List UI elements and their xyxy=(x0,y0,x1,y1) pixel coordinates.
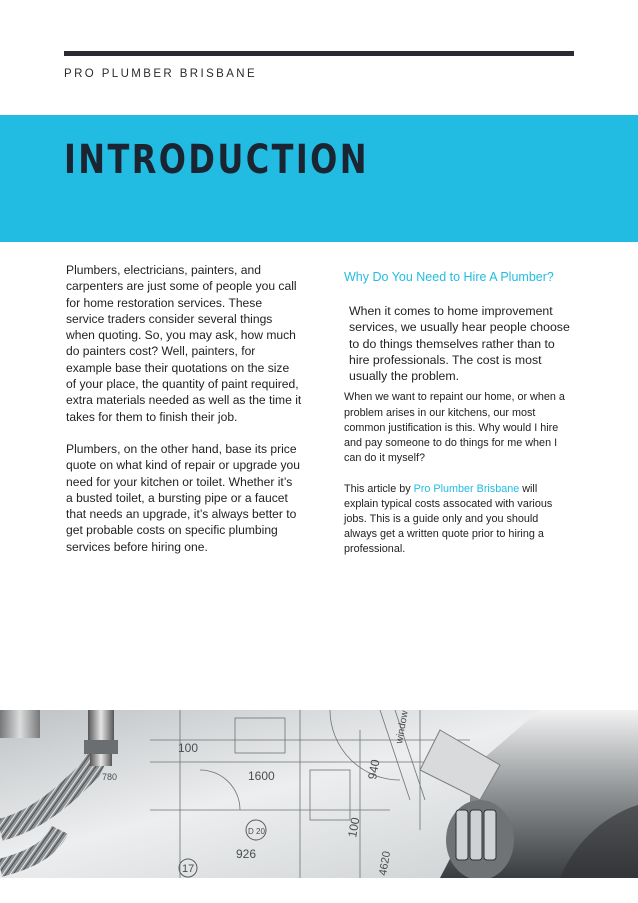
top-rule xyxy=(64,51,574,56)
article-paragraph xyxy=(344,482,569,558)
right-column xyxy=(344,270,594,573)
article-prefix: This article by xyxy=(344,482,414,495)
brand-name: PRO PLUMBER BRISBANE xyxy=(64,68,258,80)
body-paragraph: When we want to repaint our home, or when a problem arises in our kitchens, our most common justification is this. Why would I hire and pay someone to do things for me when I can do it myself? xyxy=(344,391,565,465)
label-4620: 4620 xyxy=(377,850,394,877)
brand-link[interactable]: Pro Plumber Brisbane xyxy=(413,482,520,495)
label-780: 780 xyxy=(102,772,118,782)
label-17: 17 xyxy=(182,863,195,875)
label-window: window xyxy=(394,710,411,745)
article-suffix: will explain typical costs assocated with various jobs. This is a guide only and you should always get a written quote prior to hiring a professional. xyxy=(344,482,553,556)
label-1600: 1600 xyxy=(248,769,275,783)
label-940: 940 xyxy=(365,758,383,781)
title-banner xyxy=(0,115,638,242)
blueprint-illustration xyxy=(0,710,638,878)
label-d20: D 20 xyxy=(248,827,265,836)
label-100b: 100 xyxy=(345,816,363,839)
blueprint-photo xyxy=(0,710,638,878)
paragraph-plumbers: Plumbers, on the other hand, base its price quote on what kind of repair or upgrade you need for your kitchen or toilet. Whether it’s a busted toilet, a bursting pipe or a faucet that needs an upgrade, it’s always better to get probable costs on specific plumbing services before hiring one. xyxy=(66,441,300,554)
section-heading: Why Do You Need to Hire A Plumber? xyxy=(344,270,554,284)
label-100: 100 xyxy=(178,741,199,755)
label-926: 926 xyxy=(236,847,257,861)
page-title: INTRODUCTION xyxy=(64,137,369,183)
paragraph-intro: Plumbers, electricians, painters, and carpenters are just some of people you call for home restoration services. These service traders consider several things when quoting. So, you may ask, how much do painters cost? Well, painters, for example base their quotations on the size of your place, the quantity of paint required, extra materials needed as well as the time it takes for them to finish their job. xyxy=(66,263,302,424)
lead-paragraph: When it comes to home improvement services, we usually hear people choose to do things themselves rather than to hire professionals. The cost is most usually the problem. xyxy=(349,304,570,384)
left-column xyxy=(66,262,302,571)
